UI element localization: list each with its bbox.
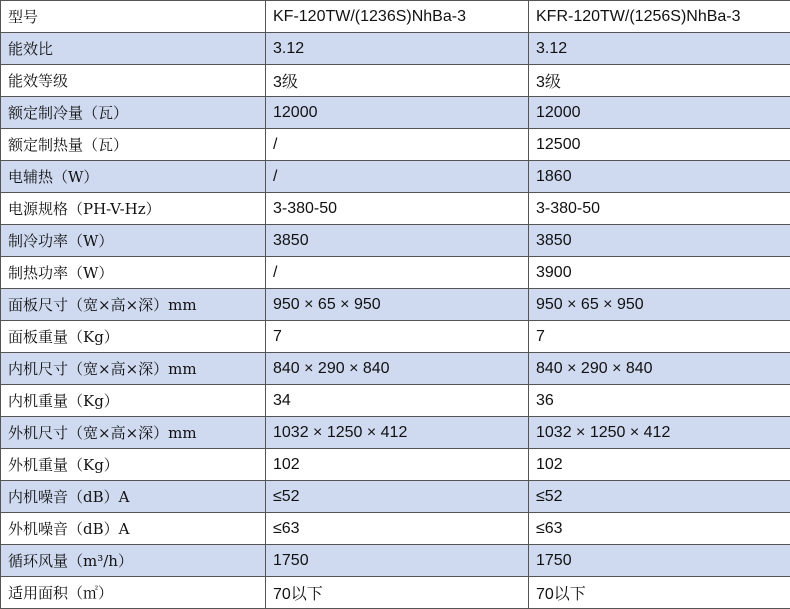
row-label: 制冷功率（W）	[1, 225, 266, 257]
table-row-airflow	[1, 545, 790, 577]
table-row-outdoor-size	[1, 417, 790, 449]
model-b-value: 3900	[529, 257, 790, 289]
model-b-value: 36	[529, 385, 790, 417]
row-label: 能效等级	[1, 65, 266, 97]
row-label: 内机噪音（dB）A	[1, 481, 266, 513]
model-a-value: 3.12	[266, 33, 529, 65]
row-label: 面板尺寸（宽×高×深）mm	[1, 289, 266, 321]
model-a-value: 7	[266, 321, 529, 353]
table-row-model	[1, 1, 790, 33]
model-a-value: 34	[266, 385, 529, 417]
row-label: 额定制冷量（瓦）	[1, 97, 266, 129]
row-label: 电辅热（W）	[1, 161, 266, 193]
model-b-value: ≤63	[529, 513, 790, 545]
model-b-value: 12500	[529, 129, 790, 161]
table-row-applicable-area	[1, 577, 790, 609]
model-a-value: ≤52	[266, 481, 529, 513]
row-label: 外机重量（Kg）	[1, 449, 266, 481]
model-b-value: KFR-120TW/(1256S)NhBa-3	[529, 1, 790, 33]
model-b-value: 102	[529, 449, 790, 481]
model-b-value: 3850	[529, 225, 790, 257]
table-row-heating-power	[1, 257, 790, 289]
model-a-value: /	[266, 161, 529, 193]
table-row-indoor-weight	[1, 385, 790, 417]
model-b-value: 1860	[529, 161, 790, 193]
model-b-value: 12000	[529, 97, 790, 129]
model-a-value: 102	[266, 449, 529, 481]
row-label: 额定制热量（瓦）	[1, 129, 266, 161]
model-b-value: ≤52	[529, 481, 790, 513]
model-a-value: /	[266, 257, 529, 289]
model-a-value: 1032 × 1250 × 412	[266, 417, 529, 449]
table-row-panel-size	[1, 289, 790, 321]
row-label: 适用面积（㎡）	[1, 577, 266, 609]
table-row-outdoor-noise	[1, 513, 790, 545]
row-label: 电源规格（PH-V-Hz）	[1, 193, 266, 225]
row-label: 能效比	[1, 33, 266, 65]
row-label: 循环风量（m³/h）	[1, 545, 266, 577]
table-row-outdoor-weight	[1, 449, 790, 481]
row-label: 型号	[1, 1, 266, 33]
model-b-value: 950 × 65 × 950	[529, 289, 790, 321]
table-row-indoor-size	[1, 353, 790, 385]
table-row-panel-weight	[1, 321, 790, 353]
model-a-value: 12000	[266, 97, 529, 129]
model-a-value: 3-380-50	[266, 193, 529, 225]
model-a-value: KF-120TW/(1236S)NhBa-3	[266, 1, 529, 33]
row-label: 内机重量（Kg）	[1, 385, 266, 417]
table-row-heating-capacity	[1, 129, 790, 161]
table-row-electric-heating	[1, 161, 790, 193]
model-b-value: 70以下	[529, 577, 790, 609]
model-a-value: 1750	[266, 545, 529, 577]
model-a-value: 840 × 290 × 840	[266, 353, 529, 385]
table-row-cooling-capacity	[1, 97, 790, 129]
model-b-value: 3.12	[529, 33, 790, 65]
model-b-value: 3级	[529, 65, 790, 97]
table-row-indoor-noise	[1, 481, 790, 513]
table-row-efficiency-grade	[1, 65, 790, 97]
model-b-value: 840 × 290 × 840	[529, 353, 790, 385]
model-a-value: 3850	[266, 225, 529, 257]
model-b-value: 3-380-50	[529, 193, 790, 225]
row-label: 外机尺寸（宽×高×深）mm	[1, 417, 266, 449]
table-row-cooling-power	[1, 225, 790, 257]
model-a-value: 70以下	[266, 577, 529, 609]
model-a-value: ≤63	[266, 513, 529, 545]
model-b-value: 7	[529, 321, 790, 353]
model-b-value: 1032 × 1250 × 412	[529, 417, 790, 449]
table-row-eer	[1, 33, 790, 65]
row-label: 制热功率（W）	[1, 257, 266, 289]
row-label: 外机噪音（dB）A	[1, 513, 266, 545]
model-a-value: 3级	[266, 65, 529, 97]
model-b-value: 1750	[529, 545, 790, 577]
row-label: 面板重量（Kg）	[1, 321, 266, 353]
model-a-value: 950 × 65 × 950	[266, 289, 529, 321]
row-label: 内机尺寸（宽×高×深）mm	[1, 353, 266, 385]
table-row-power-supply	[1, 193, 790, 225]
model-a-value: /	[266, 129, 529, 161]
